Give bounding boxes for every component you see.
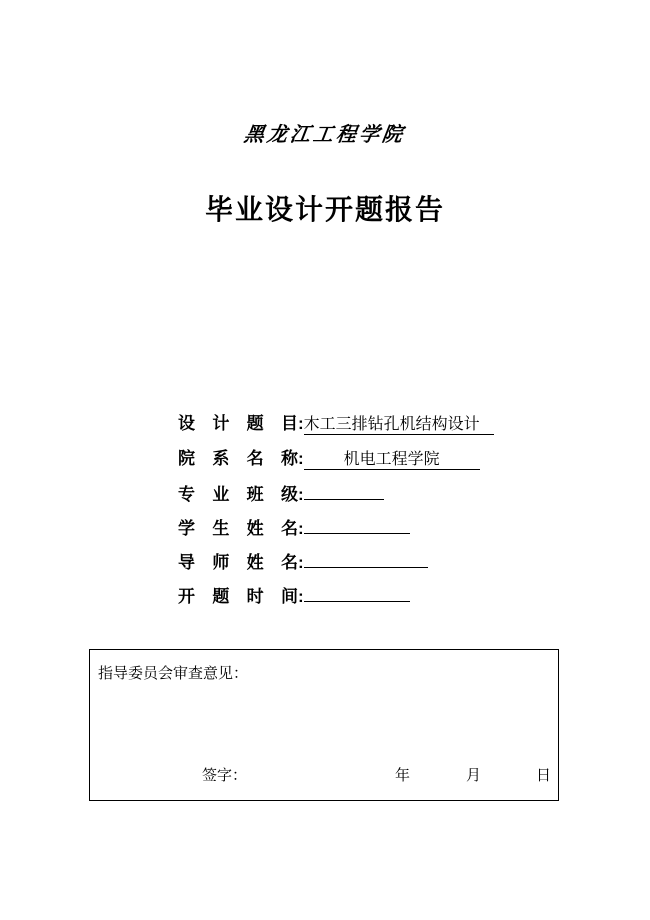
committee-review-box	[89, 649, 559, 801]
info-label: 开 题 时 间	[178, 587, 298, 607]
month-label: 月	[466, 766, 482, 784]
info-label: 专 业 班 级	[178, 485, 298, 505]
day-label: 日	[536, 766, 552, 784]
info-colon: :	[298, 553, 304, 572]
info-row-class	[178, 479, 384, 505]
year-label: 年	[395, 766, 411, 784]
info-colon: :	[298, 449, 304, 468]
info-colon: :	[298, 519, 304, 538]
info-label: 学 生 姓 名	[178, 519, 298, 539]
info-label: 导 师 姓 名	[178, 553, 298, 573]
student-name-value	[304, 513, 410, 534]
info-row-department	[178, 444, 480, 470]
department-value: 机电工程学院	[304, 449, 480, 470]
review-heading: 指导委员会审查意见：	[98, 664, 249, 682]
signature-label: 签字：	[202, 766, 248, 784]
info-row-proposal-time	[178, 581, 410, 607]
proposal-time-value	[304, 581, 410, 602]
info-row-design-topic	[178, 409, 494, 435]
advisor-name-value	[304, 547, 428, 568]
info-row-advisor-name	[178, 547, 428, 573]
info-colon: :	[298, 414, 304, 433]
school-name-logo: 黑龙江工程学院	[242, 122, 407, 146]
design-topic-value: 木工三排钻孔机结构设计	[304, 414, 494, 435]
info-colon: :	[298, 587, 304, 606]
info-colon: :	[298, 485, 304, 504]
info-label: 设 计 题 目	[178, 414, 298, 434]
document-title: 毕业设计开题报告	[204, 193, 445, 226]
info-row-student-name	[178, 513, 410, 539]
info-label: 院 系 名 称	[178, 449, 298, 469]
class-value	[304, 479, 384, 500]
